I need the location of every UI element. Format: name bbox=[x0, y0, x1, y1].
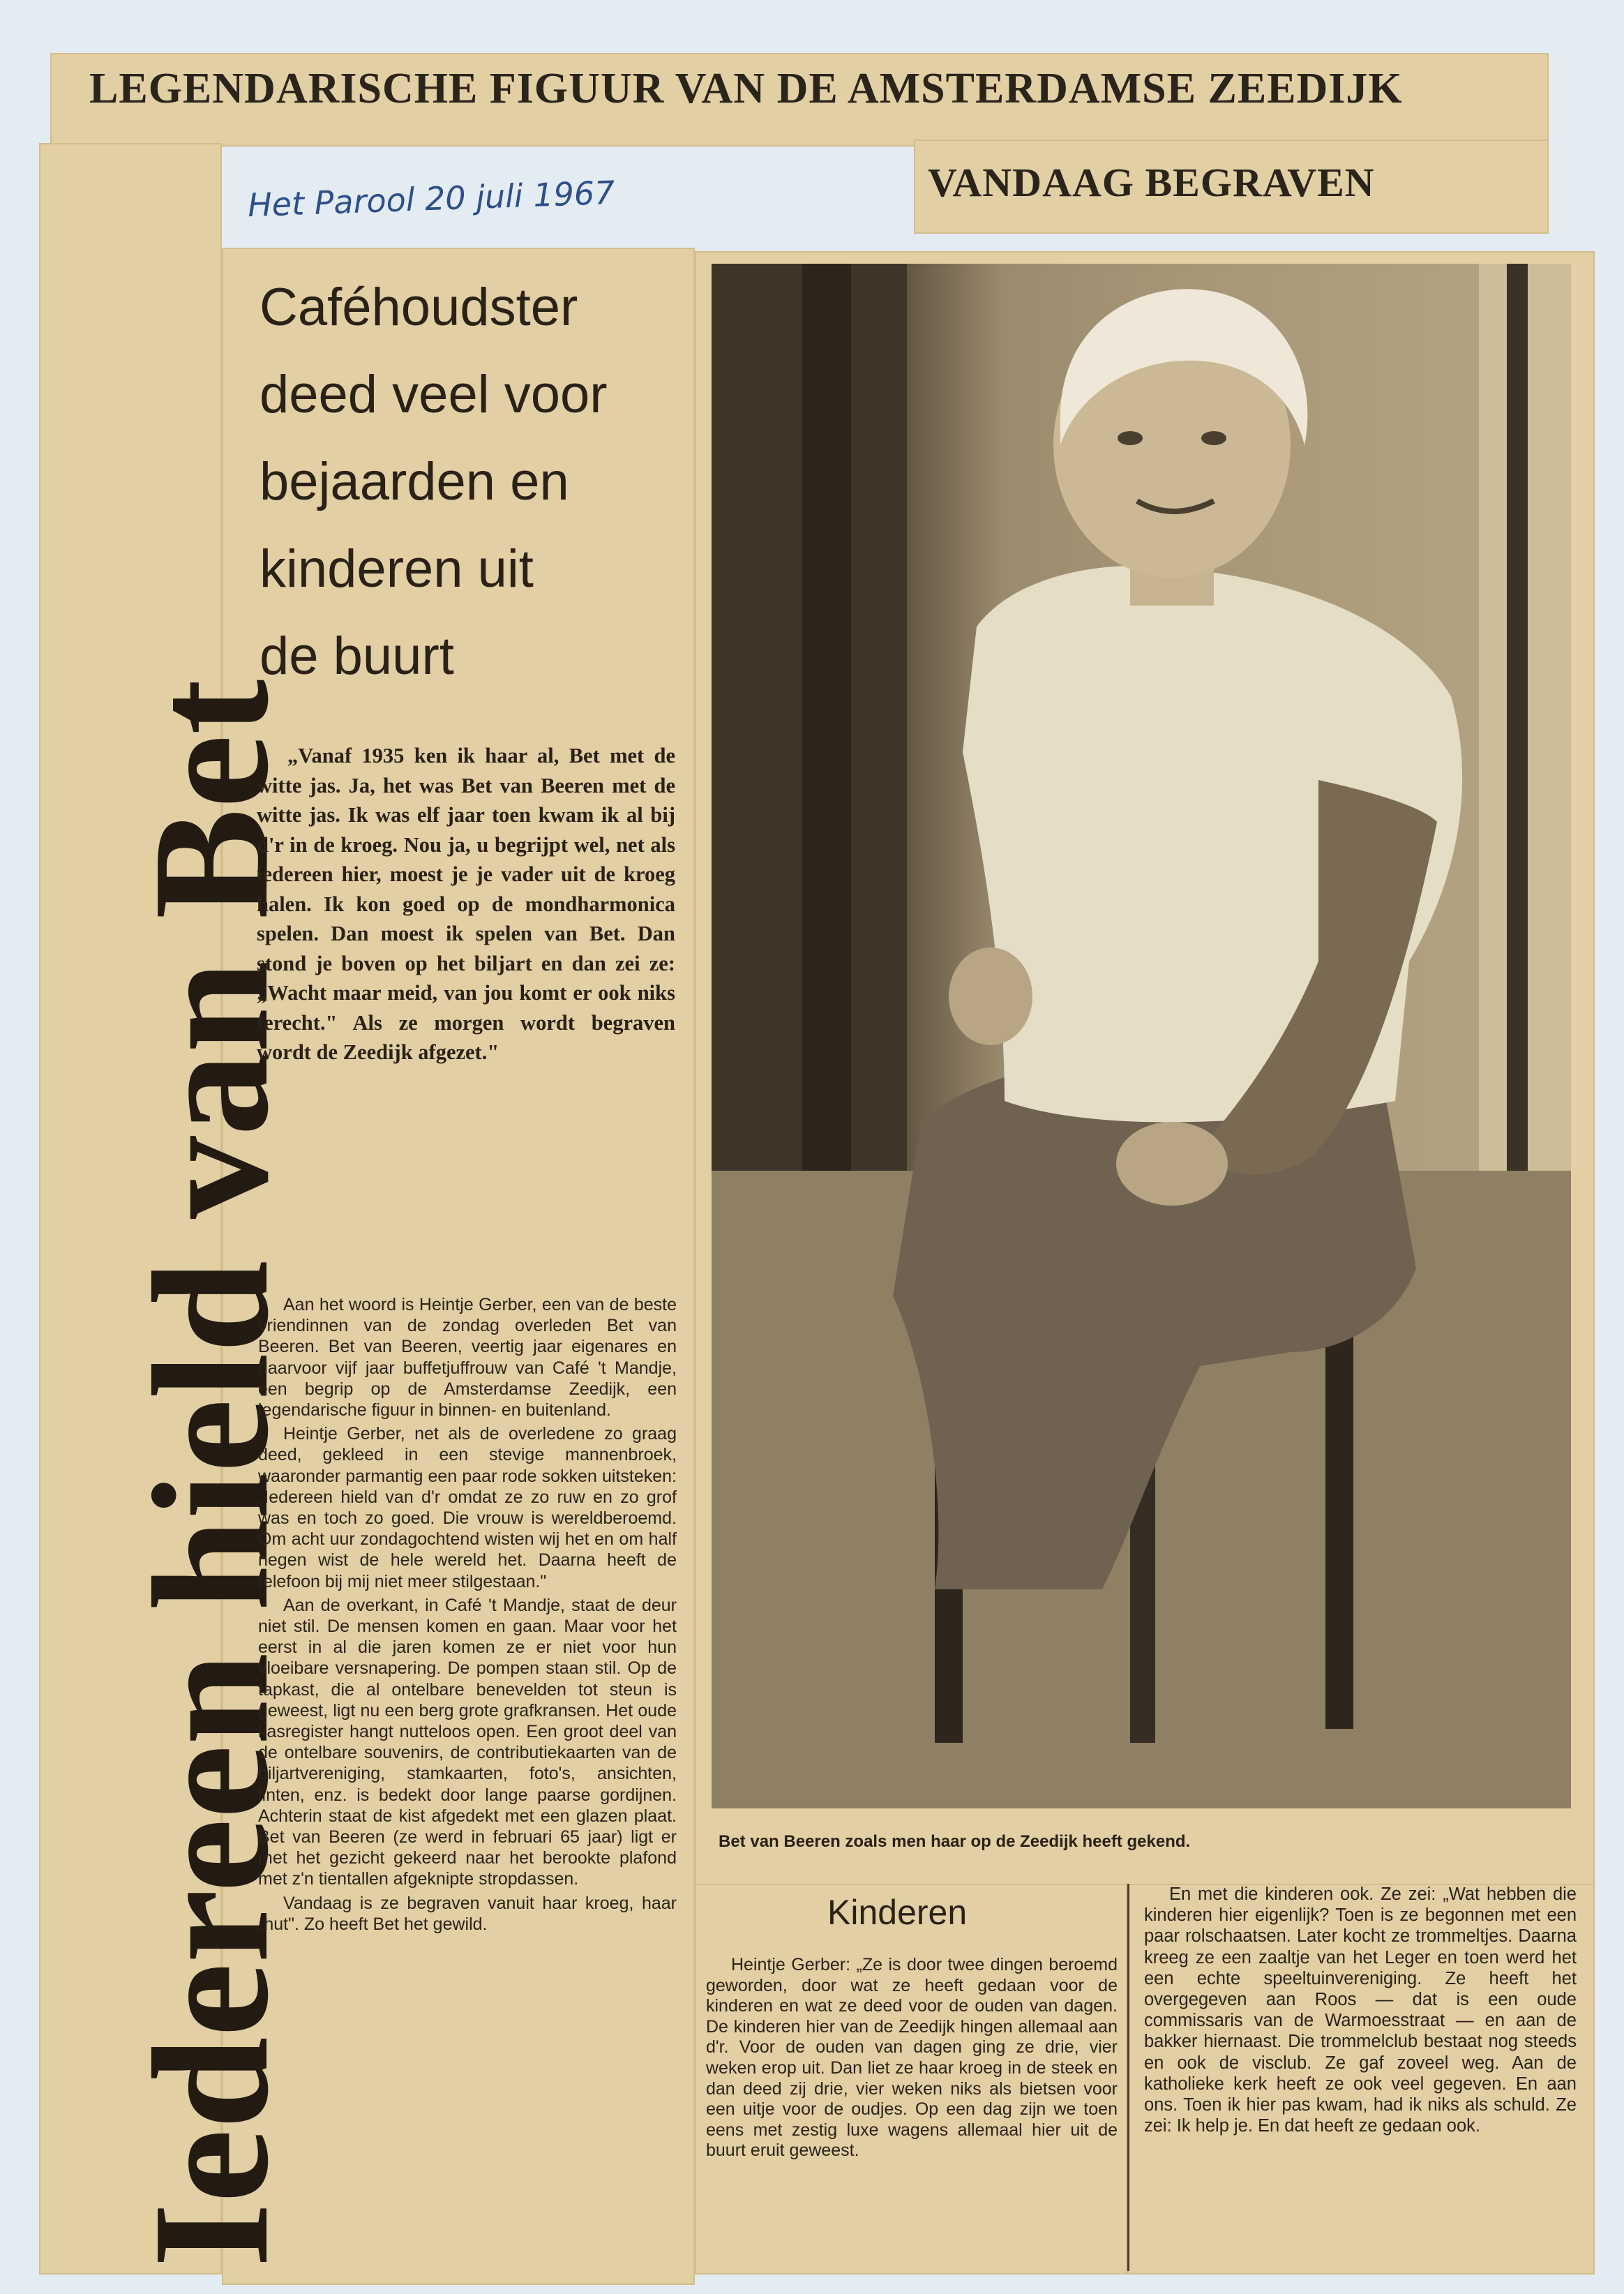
main-heading-line: de buurt bbox=[260, 627, 454, 686]
main-heading-line: deed veel voor bbox=[260, 365, 608, 424]
headline: LEGENDARISCHE FIGUUR VAN DE AMSTERDAMSE ZEEDIJK bbox=[89, 65, 1403, 112]
kinderen-column-1: Heintje Gerber: „Ze is door twee dingen beroemd geworden, door wat ze heeft gedaan voor de kinderen en wat ze deed voor de ouden van dagen. De kinderen hier van de Zeedijk hingen allemaal aan d'r. Voor de ouden van dagen ging ze drie, vier weken erop uit. Dan liet ze haar kroeg in de steek en dan deed zij drie, vier weken niks als bietsen voor een uitje voor de oudjes. Op een dag zijn we toen eens met zestig luxe wagens allemaal hier uit de buurt eruit geweest. bbox=[706, 1955, 1118, 2161]
column-divider bbox=[1127, 1884, 1129, 2271]
intro-quote: „Vanaf 1935 ken ik haar al, Bet met de witte jas. Ja, het was Bet van Beeren met de witte jas. Ik was elf jaar toen kwam ik al bij d'r in de kroeg. Nou ja, u begrijpt wel, net als iedereen hier, moest je je vader uit de kroeg halen. Ik kon goed op de mondharmonica spelen. Dan moest ik spelen van Bet. Dan stond je boven op het biljart en dan zei ze: „Wacht maar meid, van jou komt er ook niks terecht." Als ze morgen wordt begraven wordt de Zeedijk afgezet." bbox=[257, 744, 675, 1064]
body-paragraph: Aan de overkant, in Café 't Mandje, staat de deur niet stil. De mensen komen en gaan. Maar voor het eerst in al die jaren komen ze er niet voor hun vloeibare versnapering. De pompen staan stil. Op de tapkast, die al ontelbare benevelden tot steun is geweest, ligt nu een berg grote grafkransen. Het oude kasregister hangt nutteloos open. Een groot deel van de ontelbare souvenirs, de contributiekaarten van de biljartvereniging, stamkaarten, foto's, ansichten, linten, enz. is bedekt door lange paarse gordijnen. Achterin staat de kist afgedekt met een glazen plaat. Bet van Beeren (ze werd in februari 65 jaar) ligt er met het gezicht gekeerd naar het berookte plafond met z'n tientallen afgeknipte stropdassen. bbox=[258, 1595, 677, 1889]
portrait-photo bbox=[712, 264, 1571, 1808]
main-heading-line: bejaarden en bbox=[260, 452, 569, 511]
handwritten-source-note: Het Parool 20 juli 1967 bbox=[247, 173, 616, 225]
photo-caption: Bet van Beeren zoals men haar op de Zeedijk heeft gekend. bbox=[719, 1832, 1191, 1851]
body-paragraph: Heintje Gerber, net als de overledene zo graag deed, gekleed in een stevige mannenbroek, waaronder parmantig een paar rode sokken uitsteken: „Iedereen hield van d'r omdat ze zo ruw en zo grof was en toch zo goed. Die vrouw is wereldberoemd. Om acht uur zondagochtend wisten wij het en om half negen wist de hele wereld het. Daarna heeft de telefoon bij mij niet meer stilgestaan." bbox=[258, 1424, 677, 1591]
body-paragraph: Aan het woord is Heintje Gerber, een van de beste vriendinnen van de zondag overleden Bet van Beeren. Bet van Beeren, veertig jaar eigenares en daarvoor vijf jaar buffetjuffrouw van Café 't Mandje, een begrip op de Amsterdamse Zeedijk, een legendarische figuur in binnen- en buitenland. bbox=[258, 1295, 677, 1420]
subhead: VANDAAG BEGRAVEN bbox=[928, 160, 1375, 205]
article-body bbox=[258, 1294, 677, 1937]
main-heading-line: Caféhoudster bbox=[260, 278, 578, 337]
section-heading: Kinderen bbox=[827, 1893, 968, 1932]
portrait-photo-illustration bbox=[712, 264, 1571, 1808]
main-heading-line: kinderen uit bbox=[260, 539, 534, 599]
main-heading bbox=[260, 264, 678, 700]
body-paragraph: Vandaag is ze begraven vanuit haar kroeg, haar „hut". Zo heeft Bet het gewild. bbox=[258, 1893, 677, 1934]
kinderen-column-2: En met die kinderen ook. Ze zei: „Wat hebben die kinderen hier eigenlijk? Toen is ze begonnen met een paar rolschaatsen. Later kocht ze trommeltjes. Daarna kreeg ze een zaaltje van het Leger en toen werd het een echte speeltuinvereniging. Ze heeft het overgegeven aan Roos — dat is een oude commissaris van de Warmoesstraat — en aan de bakker hiernaast. Die trommelclub bestaat nog steeds en ook de visclub. Ze gaf zoveel weg. Aan de katholieke kerk heeft ze ook veel gegeven. En aan ons. Toen ik hier pas kwam, had ik niks als schuld. Ze zei: Ik help je. En dat heeft ze gedaan ook. bbox=[1144, 1884, 1577, 2136]
vertical-title: Iedereen hield van Bet bbox=[119, 679, 303, 2267]
